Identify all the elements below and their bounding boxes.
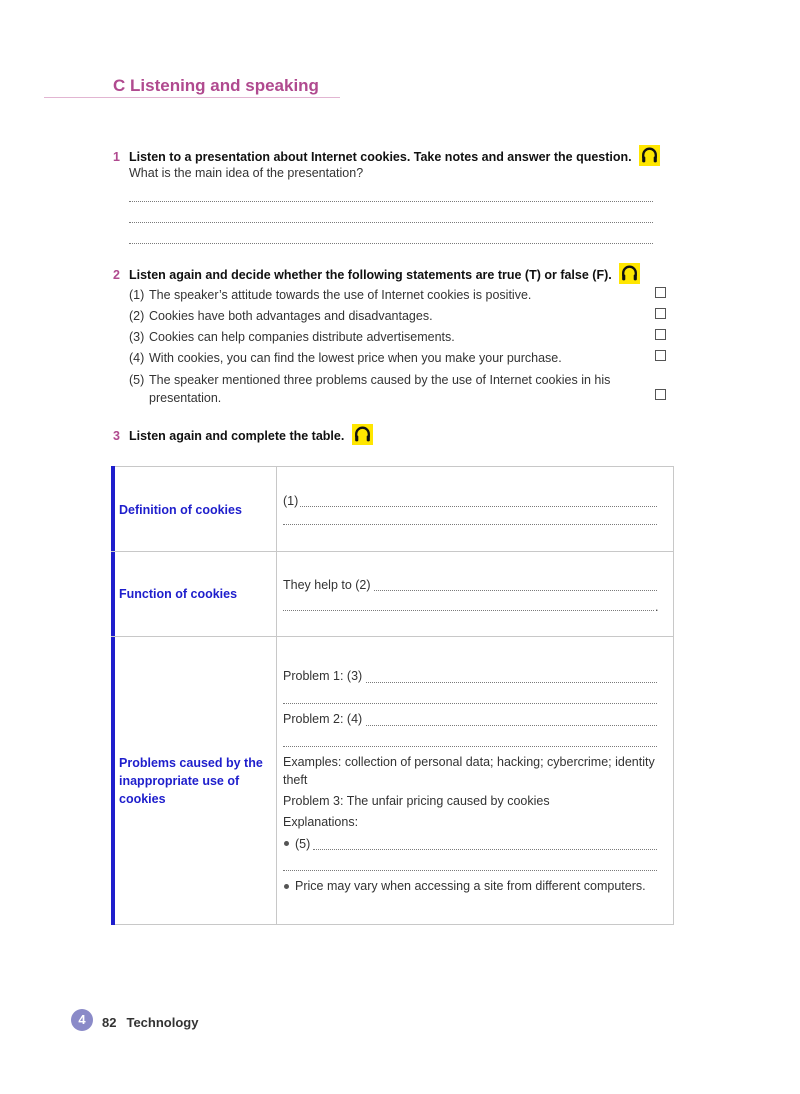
function-prefix: They help to (2) xyxy=(283,578,371,592)
problem-3: Problem 3: The unfair pricing caused by cookies xyxy=(283,794,550,808)
answer-line[interactable] xyxy=(283,703,657,704)
problem-2-examples: Examples: collection of personal data; hacking; cybercrime; identity theft xyxy=(283,755,655,787)
row-label-problems: Problems caused by the inappropriate use of cookies xyxy=(119,756,263,806)
headphones-icon[interactable] xyxy=(639,145,660,166)
column-divider xyxy=(276,466,277,925)
task-3-heading xyxy=(113,426,373,447)
bullet-text: Price may vary when accessing a site from different computers. xyxy=(295,879,646,893)
answer-line[interactable] xyxy=(129,243,653,244)
problem-1: Problem 1: (3) xyxy=(283,669,363,683)
bullet-blank-label: (5) xyxy=(295,837,311,851)
task-1-question: What is the main idea of the presentation? xyxy=(129,166,364,180)
answer-line[interactable] xyxy=(283,610,654,611)
true-false-checkbox[interactable] xyxy=(655,308,666,319)
unit-badge: 4 xyxy=(71,1009,93,1031)
bullet-icon xyxy=(284,841,289,846)
true-false-checkbox[interactable] xyxy=(655,350,666,361)
answer-line[interactable] xyxy=(366,725,657,726)
statement-text: Cookies can help companies distribute advertisements. xyxy=(149,330,455,344)
answer-line[interactable] xyxy=(313,849,657,850)
task-number: 1 xyxy=(113,149,120,164)
headphones-icon[interactable] xyxy=(352,424,373,445)
statement-text: Cookies have both advantages and disadvantages. xyxy=(149,309,433,323)
section-title: Listening and speaking xyxy=(130,76,319,95)
answer-line[interactable] xyxy=(129,201,653,202)
true-false-checkbox[interactable] xyxy=(655,287,666,298)
answer-line[interactable] xyxy=(374,590,657,591)
statement-number: (3) xyxy=(129,330,145,344)
answer-line[interactable] xyxy=(283,746,657,747)
answer-line[interactable] xyxy=(300,506,657,507)
section-letter: C xyxy=(113,76,126,95)
unit-title: Technology xyxy=(126,1015,199,1030)
statement-text: The speaker mentioned three problems caused by the use of Internet cookies in his presentation. xyxy=(149,373,611,405)
task-number: 3 xyxy=(113,428,120,443)
statement-item xyxy=(129,286,659,304)
row-divider xyxy=(111,551,674,552)
notes-table xyxy=(111,466,674,925)
sentence-end: . xyxy=(655,600,659,614)
statement-number: (2) xyxy=(129,309,145,323)
statement-number: (4) xyxy=(129,351,145,365)
answer-line[interactable] xyxy=(366,682,657,683)
task-instruction: Listen again and decide whether the following statements are true (T) or false (F). xyxy=(129,267,612,282)
statement-number: (1) xyxy=(129,288,145,302)
page-footer xyxy=(102,1015,198,1030)
task-instruction: Listen again and complete the table. xyxy=(129,428,345,443)
answer-line[interactable] xyxy=(283,524,657,525)
statement-item xyxy=(129,328,659,346)
statement-text: The speaker’s attitude towards the use of Internet cookies is positive. xyxy=(149,288,532,302)
answer-line[interactable] xyxy=(129,222,653,223)
section-heading xyxy=(113,76,319,96)
task-instruction: Listen to a presentation about Internet cookies. Take notes and answer the question. xyxy=(129,149,632,164)
section-divider xyxy=(44,97,340,98)
statement-number: (5) xyxy=(129,373,145,387)
bullet-icon xyxy=(284,884,289,889)
answer-line[interactable] xyxy=(283,870,657,871)
statement-item xyxy=(129,371,639,407)
true-false-checkbox[interactable] xyxy=(655,329,666,340)
task-number: 2 xyxy=(113,267,120,282)
task-2-heading xyxy=(113,265,640,286)
statement-text: With cookies, you can find the lowest price when you make your purchase. xyxy=(149,351,562,365)
headphones-icon[interactable] xyxy=(619,263,640,284)
problem-2: Problem 2: (4) xyxy=(283,712,363,726)
row-label-function: Function of cookies xyxy=(119,587,238,601)
statement-item xyxy=(129,307,659,325)
row-label-definition: Definition of cookies xyxy=(119,503,242,517)
explanations-label: Explanations: xyxy=(283,815,359,829)
row-divider xyxy=(111,636,674,637)
statement-item xyxy=(129,349,659,367)
blank-label: (1) xyxy=(283,494,299,508)
task-1-heading xyxy=(113,147,660,168)
true-false-checkbox[interactable] xyxy=(655,389,666,400)
table-accent-bar xyxy=(111,466,115,925)
page-number: 82 xyxy=(102,1015,117,1030)
